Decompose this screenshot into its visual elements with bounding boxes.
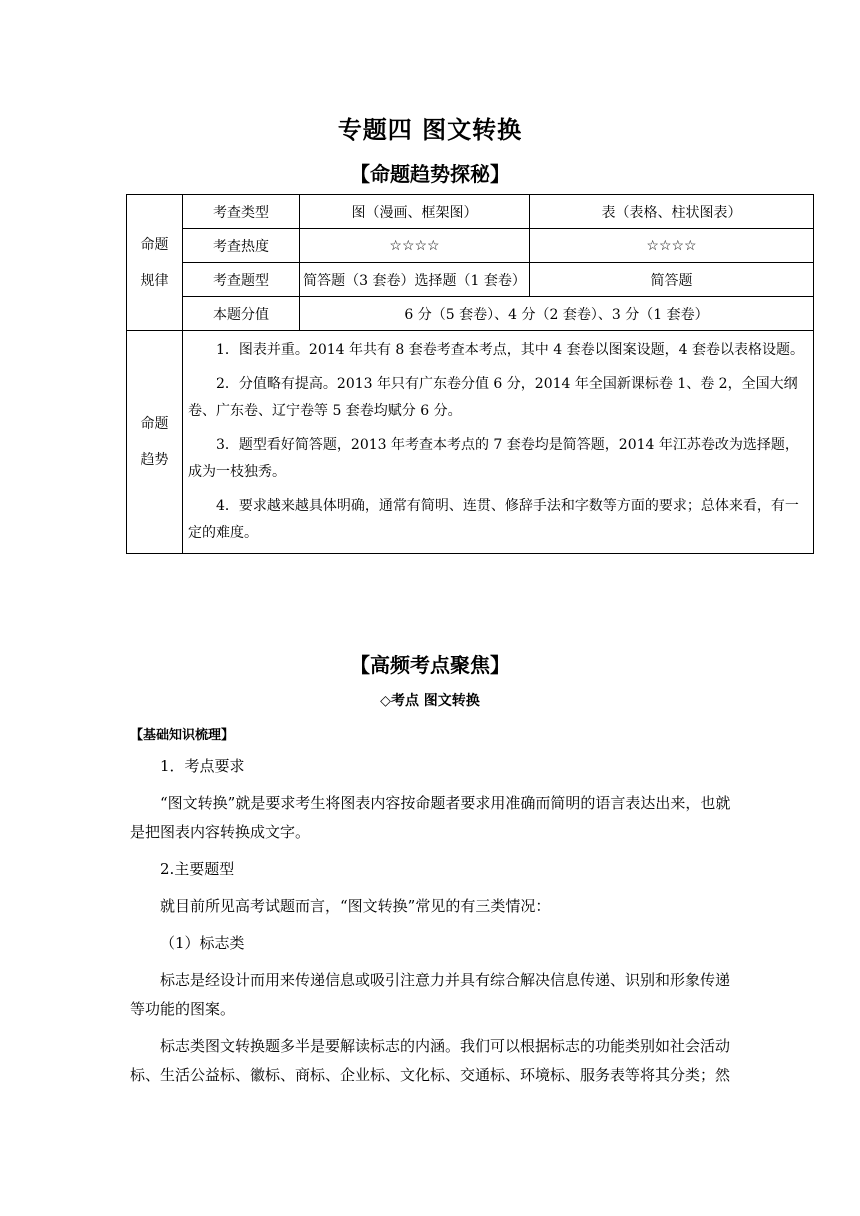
kaodian-heading: ◇考点 图文转换 xyxy=(380,693,480,709)
trend-content xyxy=(183,331,814,554)
paragraph: 标志类图文转换题多半是要解读标志的内涵。我们可以根据标志的功能类别如社会活动标、生活公益标、徽标、商标、企业标、文化标、交通标、环境标、服务表等将其分类；然 xyxy=(130,1037,731,1084)
trend-item: 1．图表并重。2014 年共有 8 套卷考查本考点，其中 4 套卷以图案设题，4 套卷以表格设题。 xyxy=(216,342,804,358)
page-title: 专题四 图文转换 xyxy=(337,116,523,144)
paragraph: “图文转换”就是要求考生将图表内容按命题者要求用准确而简明的语言表达出来，也就是把图表内容转换成文字。 xyxy=(130,794,731,841)
table-row xyxy=(127,195,814,229)
cell-figure: 简答题（3 套卷）选择题（1 套卷） xyxy=(300,263,530,297)
body-text xyxy=(130,752,735,1098)
paragraph: （1）标志类 xyxy=(160,934,245,952)
trend-item: 3．题型看好简答题，2013 年考查本考点的 7 套卷均是简答题，2014 年江苏卷改为选择题，成为一枝独秀。 xyxy=(188,437,799,480)
paragraph: 1．考点要求 xyxy=(160,757,245,775)
trend-label-1: 命题 xyxy=(140,416,169,432)
row-label: 考查热度 xyxy=(183,229,300,263)
cell-table: ☆☆☆☆ xyxy=(530,229,814,263)
paragraph: 2.主要题型 xyxy=(160,860,235,878)
paragraph: 就目前所见高考试题而言，“图文转换”常见的有三类情况： xyxy=(160,897,551,915)
table-row xyxy=(127,297,814,331)
trend-table xyxy=(126,194,814,554)
cell-figure: 图（漫画、框架图） xyxy=(300,195,530,229)
paragraph: 标志是经设计而用来传递信息或吸引注意力并具有综合解决信息传递、识别和形象传递等功能的图案。 xyxy=(130,971,731,1018)
section-heading-focus: 【高频考点聚焦】 xyxy=(350,653,510,677)
row-label: 考查类型 xyxy=(183,195,300,229)
table-row xyxy=(127,263,814,297)
trend-item: 2．分值略有提高。2013 年只有广东卷分值 6 分，2014 年全国新课标卷 1、卷 2，全国大纲卷、广东卷、辽宁卷等 5 套卷均赋分 6 分。 xyxy=(188,376,798,419)
basic-knowledge-heading: 【基础知识梳理】 xyxy=(130,728,235,743)
section-heading-trend: 【命题趋势探秘】 xyxy=(350,162,510,186)
cell-figure: ☆☆☆☆ xyxy=(300,229,530,263)
table-row xyxy=(127,331,814,554)
rule-label-1: 命题 xyxy=(140,236,169,253)
score-value: 6 分（5 套卷）、4 分（2 套卷）、3 分（1 套卷） xyxy=(300,297,814,331)
trend-label-cell xyxy=(127,331,183,554)
cell-table: 简答题 xyxy=(530,263,814,297)
row-label: 本题分值 xyxy=(183,297,300,331)
trend-item: 4．要求越来越具体明确，通常有简明、连贯、修辞手法和字数等方面的要求；总体来看，有一定的难度。 xyxy=(188,498,799,541)
row-label: 考查题型 xyxy=(183,263,300,297)
table-row xyxy=(127,229,814,263)
rule-label-cell xyxy=(127,195,183,331)
cell-table: 表（表格、柱状图表） xyxy=(530,195,814,229)
trend-label-2: 趋势 xyxy=(140,452,169,468)
rule-label-2: 规律 xyxy=(140,272,169,289)
